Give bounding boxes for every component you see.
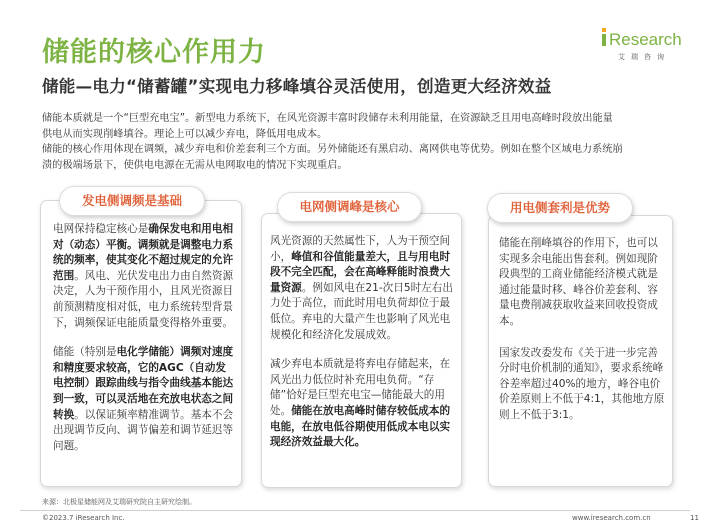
iresearch-logo xyxy=(600,22,686,50)
copyright: ©2023.7 iResearch Inc. xyxy=(42,514,125,522)
page-subtitle: 储能—电力“储蓄罐”实现电力移峰填谷灵活使用，创造更大经济效益 xyxy=(42,77,552,96)
page-number: 11 xyxy=(690,514,699,522)
card-title-arbitrage: 用电侧套利是优势 xyxy=(487,193,633,223)
card-arbitrage-body: 储能在削峰填谷的作用下，也可以实现多余电能出售套利。例如现阶段典型的工商业储能经济模式就是通过能量时移、峰谷价差套利、容量电费削减获取收益来回收投资成本。 国家发改委发布《关于进一步完善分时电价机制的通知》，要求系统峰谷差率超过40%的地方，峰谷电价价差原则上不低于4:1，其他地方原则上不低于3:1。 xyxy=(499,237,665,421)
website-url: www.iresearch.com.cn xyxy=(572,514,651,522)
svg-text:Research: Research xyxy=(609,30,682,49)
card-peak-body: 风光资源的天然属性下，人为干预空间小，峰值和谷值能量差大，且与用电时段不完全匹配，会在高峰释能时浪费大量资源。例如风电在21-次日5时左右出力处于高位，而此时用电负荷却位于最低位。弃电的大量产生也影响了风光电规模化和经济化发展成效。 减少弃电本质就是将弃电存储起来，在风光出力低位时补充用电负荷。“存储”恰好是巨型充电宝—储能最大的用处。储能在放电高峰时储存较低成本的电能，在放电低谷期使用低成本电以实现经济效益最大化。 xyxy=(270,235,453,449)
card-frequency-body: 电网保持稳定核心是确保发电和用电相对（动态）平衡。调频就是调整电力系统的频率，使其变化不超过规定的允许范围。风电、光伏发电出力由自然资源决定，人为干预作用小，且风光资源目前预测精度相对低，电力系统转型背景下，调频保证电能质量变得格外重要。 储能（特别是电化学储能）调频对速度和精度要求较高，它的AGC（自动发电控制）跟踪曲线与指令曲线基本能达到一致，可以灵活地在充放电状态之间转换。以保证频率精准调节。基本不会出现调节反向、调节偏差和调节延迟等问题。 xyxy=(53,223,234,452)
footer-divider xyxy=(20,510,690,511)
source-note: 来源：北极星储能网及艾瑞研究院自主研究绘制。 xyxy=(42,498,196,506)
page-title: 储能的核心作用力 xyxy=(42,37,266,68)
card-title-peak: 电网侧调峰是核心 xyxy=(277,192,422,222)
logo-subtitle: 艾瑞咨询 xyxy=(618,53,670,61)
intro-text: 储能本质就是一个“巨型充电宝”。新型电力系统下，在风光资源丰富时段储存未利用能量，在资源缺乏且用电高峰时段放出能量 供电从而实现削峰填谷。理论上可以减少弃电，降低用电成本。 储能的核心作用体现在调频，减少弃电和价差套利三个方面。另外储能还有黑启动、离网供电等优势。例如在整个区域电力系统崩 溃的极端场景下，使供电电源在无需从电网取电的情况下实现重启。 xyxy=(42,113,623,171)
card-title-frequency: 发电侧调频是基础 xyxy=(59,186,205,216)
